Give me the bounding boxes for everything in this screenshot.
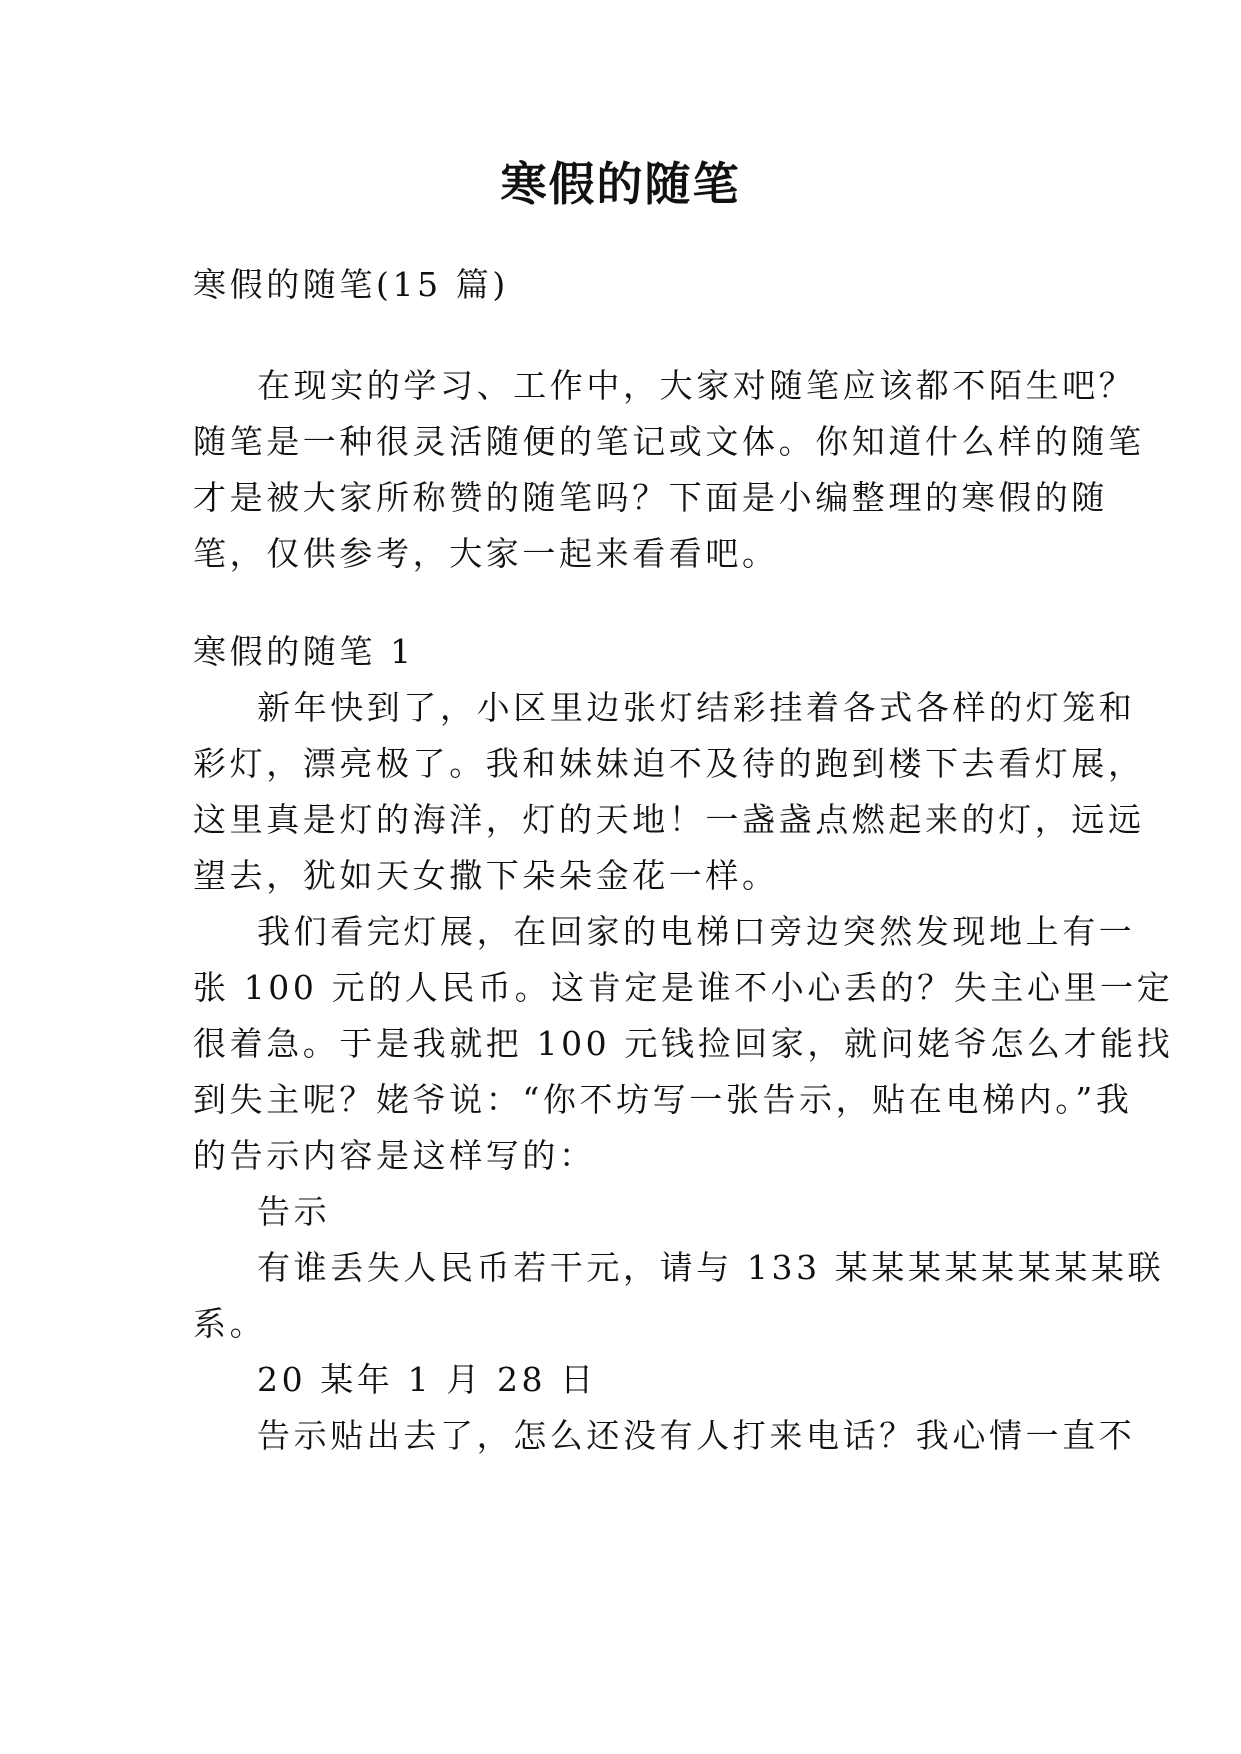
paragraph-line: 彩灯，漂亮极了。我和妹妹迫不及待的跑到楼下去看灯展，: [193, 744, 1145, 783]
section-heading: 寒假的随笔 1: [193, 632, 415, 671]
intro-line: 笔，仅供参考，大家一起来看看吧。: [193, 534, 779, 573]
paragraph-line: 望去，犹如天女撒下朵朵金花一样。: [193, 856, 779, 895]
paragraph-line: 这里真是灯的海洋，灯的天地！一盏盏点燃起来的灯，远远: [193, 800, 1145, 839]
intro-line: 才是被大家所称赞的随笔吗？下面是小编整理的寒假的随: [193, 478, 1108, 517]
notice-line: 有谁丢失人民币若干元，请与 133 某某某某某某某某联: [257, 1248, 1165, 1287]
paragraph-line: 到失主呢？姥爷说：“你不坊写一张告示，贴在电梯内。”我: [193, 1080, 1133, 1119]
paragraph-line: 的告示内容是这样写的：: [193, 1136, 596, 1175]
paragraph-line: 很着急。于是我就把 100 元钱捡回家，就问姥爷怎么才能找: [193, 1024, 1174, 1063]
document-title: 寒假的随笔: [500, 157, 741, 211]
paragraph-line: 新年快到了，小区里边张灯结彩挂着各式各样的灯笼和: [257, 688, 1136, 727]
notice-heading: 告示: [257, 1192, 331, 1231]
paragraph-line: 告示贴出去了，怎么还没有人打来电话？我心情一直不: [257, 1416, 1136, 1455]
paragraph-line: 我们看完灯展，在回家的电梯口旁边突然发现地上有一: [257, 912, 1136, 951]
notice-line: 系。: [193, 1304, 267, 1343]
document-subtitle: 寒假的随笔(15 篇): [193, 265, 509, 304]
notice-date: 20 某年 1 月 28 日: [257, 1360, 597, 1399]
paragraph-line: 张 100 元的人民币。这肯定是谁不小心丢的？失主心里一定: [193, 968, 1174, 1007]
intro-line: 在现实的学习、工作中，大家对随笔应该都不陌生吧？: [257, 366, 1136, 405]
intro-line: 随笔是一种很灵活随便的笔记或文体。你知道什么样的随笔: [193, 422, 1145, 461]
